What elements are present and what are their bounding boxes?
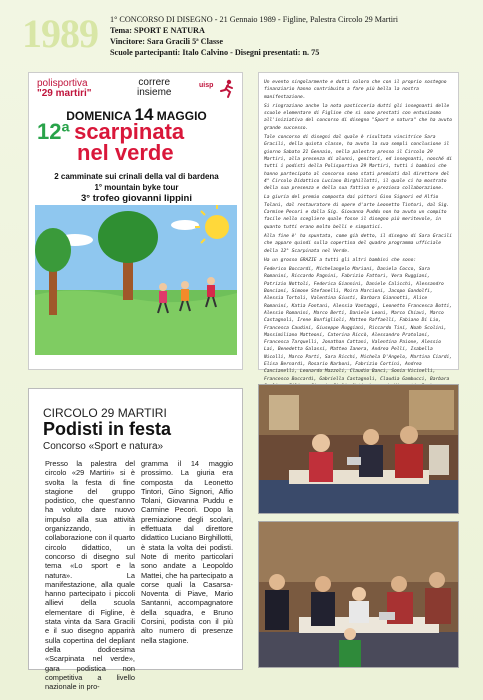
ceremony-photo-image	[259, 385, 459, 514]
event-header	[110, 14, 470, 58]
clipping-column-1: Presso la palestra del circolo «29 Martiri» si è svolta la festa di fine stagione del gruppo podistico, che quest'anno ha voluto dare nuovo impulso alla sua attività organizzando, in collaborazione con il quarto circolo didattico, un concorso di disegno sul tema «Lo sport e la natura». La manifestazione, alla quale hanno partecipato i piccoli allievi della scuola elementare di Figline, è stata vinta da Sara Gracili e il suo disegno apparirà sulla copertina del depliant della dodicesima «Scarpinata nel verde», gara podistica non competitiva a livello nazionale in pro-	[45, 459, 135, 692]
group-photo-image	[259, 522, 459, 668]
poster-uisp: uisp	[199, 82, 214, 89]
poster-subtitle: 2 camminate sui crinali della val di bardena 1° mountain byke tour 3° trofeo giovanni lippini	[54, 172, 219, 204]
header-line-schools: Scuole partecipanti: Italo Calvino - Disegni presentati: n. 75	[110, 48, 320, 57]
poster-title: 12ª scarpinata nel verde	[37, 119, 185, 165]
poster-date: DOMENICA 14 MAGGIO	[66, 105, 207, 124]
newspaper-clipping	[28, 388, 243, 692]
year-heading: 1989	[22, 11, 98, 56]
award-ceremony-photo	[258, 384, 459, 514]
letter-card	[258, 72, 459, 382]
child-drawing-illustration	[35, 205, 237, 355]
clipping-column-2: gramma il 14 maggio prossimo. La giuria era composta da Leonetto Tintori, Gino Signori, Alfio Tolani, Giovanna Puddu e Carmine Pecori. Dopo la premiazione degli scolari, effettuata dal direttore didattico Luciano Birghillotti, è stata la volta dei podisti. Note di merito particolari sono andate a Leopoldo Mattei, che ha partecipato a corse quali la Casarsa-Noventa di Piave, Mario Santanni, accompagnatore della squadra, e Bruno Corsini, podista con il più alto numero di presenze nella stagione.	[141, 459, 233, 645]
header-line-theme: Tema: SPORT E NATURA	[110, 26, 205, 35]
poster-slogan: correre insieme	[137, 77, 172, 98]
clipping-subtitle: Concorso «Sport e natura»	[43, 441, 164, 452]
runner-logo-icon	[217, 79, 237, 99]
clipping-title: Podisti in festa	[43, 419, 172, 439]
header-line-winner: Vincitore: Sara Gracili 5ª Classe	[110, 37, 223, 46]
event-poster	[28, 72, 243, 370]
header-line-contest: 1° CONCORSO DI DISEGNO - 21 Gennaio 1989 - Figline, Palestra Circolo 29 Martiri	[110, 15, 398, 24]
group-award-photo	[258, 521, 459, 668]
poster-organizer: polisportiva "29 martiri"	[37, 78, 92, 99]
clipping-kicker: CIRCOLO 29 MARTIRI	[43, 406, 167, 420]
letter-text: Un evento singolarmente e dutti coloro che con il proprio sostegno finanziario hanno contribuito a fare più bella la nostra manifestazione. Si ringraziano anche la nota pasticceria dutti gli insegnanti delle scuole elementare di Figline che si sono prestati con entusiasmo all'iniziativa del concorso di disegno "Sport e natura" che ha avuto grande successo. Tale concorso di disegni dal quale è risultata vincitrice Sara Gracili, della quinta classe, ha avuto la sua sempli conclusione il giorno Sabato 21 Gennaio, nella palestra presso il Circolo 29 Martiri, alla presenza di alunni, genitori, ed insegnanti, nonché di tutti i podisti della Polisportiva 29 Martiri, tutti i bambini che hanno partecipato al concorso sono stati premiati dal direttore del 4° Circolo Didattico Luciano Birghillotti, il quale ci ha mostrato della sua presenza e della sua fattiva e preziosa collaborazione. La giuria del premio composta dai pittori Gino Signori ed Alfio Tolani, dal restauratore di opere d'arte Leonetto Tintori, dal Sig. Carmine Pecori e dalla Sig. Giovanna Puddu non ha avuto un compito facile nello scegliere quale fosse il disegno più meritevole, in quanto tutti erano molto belli e simpatici. Alla fine è' ha spuntata, come già detto, il disegno di Sara Gracili che appare quindi sulla copertina del quadro programma ufficiale della 12° Scarpinata nel Verde. Ha un grosso GRAZIE a tutti gli altri bambini che sono: Federico Boccardi, Michelangelo Mariani, Daniela Cocco, Sara Romanini, Riccardo Pagnini, Fabrizio Fattori, Vera Ruggiani, Patrizio Nottoli, Federica Giannini, Daniele Calicchi, Alessandro Bonciani, Simone Stefanelli, Moira Marcioni, Jacopo Gandolfi, Alessia Tortoli, Valentina Giusti, Barbara Giannotti, Alice Romanini, Katia Fontani, Alessia Vantaggi, Leonetto Francesca Botti, Alessio Romanini, Marco Berti, Daniele Leoni, Marco Chiavi, Marco Castagnoli, Irene Bonfiglioli, Matteo Raffaelli, Fabiano Di Lio, Francesca Caudini, Giuseppe Ruggiani, Riccardo Tini, Noah Scolini, Massimiliano Matteoni, Caterina Riccò, Alessandro Pratolani, Francesca Tarquelli, Jonathan Cattani, Valentina Paione, Alessio Lai, Benedetta Galassi, Matteo Ianera, Andrea Pelli, Isabella Nicolli, Marco Parti, Sara Ricchi, Michela D'Angelo, Martina Ciardi, Elisa Bernardi, Rosario Narboni, Fabrizio Cortini, Andrea Cancianelli, Leonardo Mazzoli, Claudio Banci, Sonia Vicinelli, Francesco Boccardi, Gabriella Castagnoli, Claudia Gambucci, Barbara	[264, 80, 453, 382]
